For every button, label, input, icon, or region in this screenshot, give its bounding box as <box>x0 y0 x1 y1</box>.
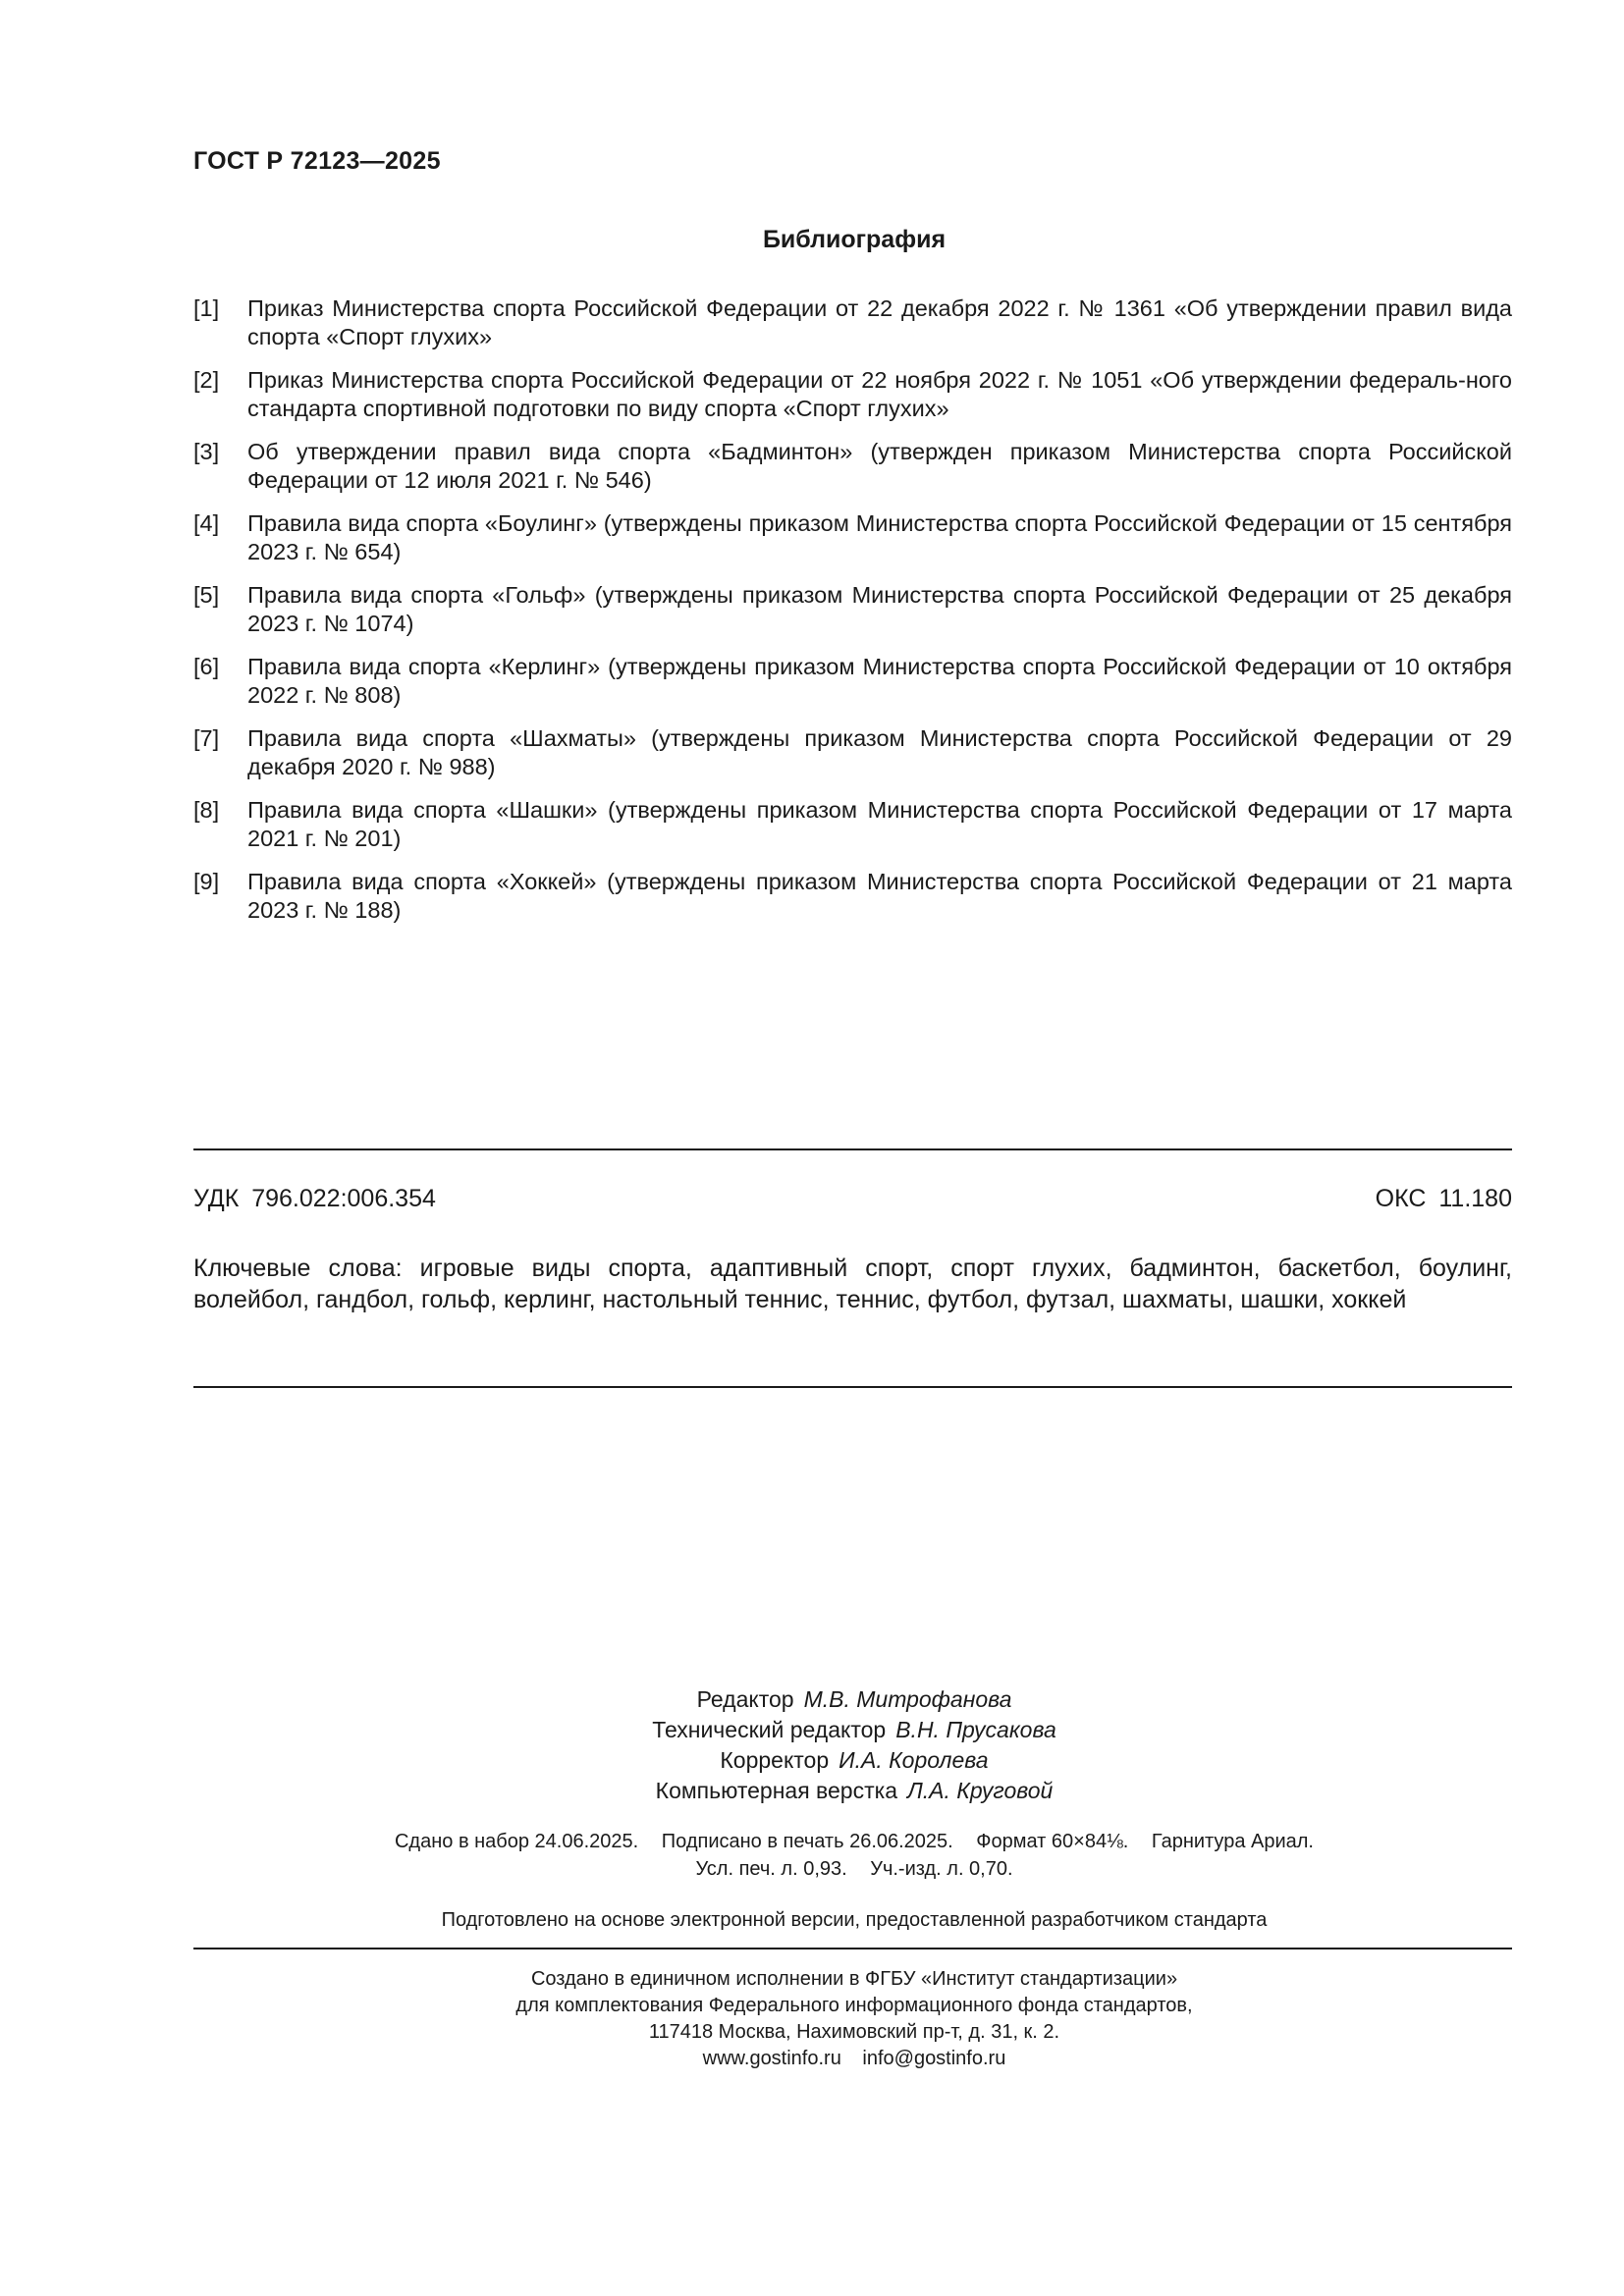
credits-block <box>0 1684 1624 1806</box>
ref-number: [5] <box>193 582 220 608</box>
credit-role: Компьютерная верстка <box>655 1778 897 1803</box>
bibliography-list <box>193 294 1512 939</box>
bibliography-item <box>193 724 1512 781</box>
print-info-line-2 <box>0 1855 1624 1883</box>
oks-code: ОКС 11.180 <box>1375 1185 1512 1212</box>
credit-role: Корректор <box>720 1747 830 1773</box>
credit-name: Л.А. Круговой <box>907 1778 1054 1803</box>
keywords: Ключевые слова: игровые виды спорта, адаптивный спорт, спорт глухих, бадминтон, баскетбол, боулинг, волейбол, гандбол, гольф, керлинг, настольный теннис, теннис, футбол, футзал, шахматы, шашки, хоккей <box>193 1255 1512 1313</box>
bibliography-item <box>193 868 1512 925</box>
sent-date: Сдано в набор 24.06.2025. <box>394 1831 639 1852</box>
udk-code: УДК 796.022:006.354 <box>193 1185 436 1212</box>
ref-text: Правила вида спорта «Хоккей» (утверждены приказом Министерства спорта Российской Федерации от 21 марта 2023 г. № 188) <box>247 869 1512 923</box>
divider-keywords <box>193 1386 1512 1388</box>
ref-number: [6] <box>193 654 220 679</box>
bibliography-item <box>193 581 1512 638</box>
ref-text: Об утверждении правил вида спорта «Бадминтон» (утвержден приказом Министерства спорта Российской Федерации от 12 июля 2021 г. № 546) <box>247 439 1512 493</box>
website-link[interactable]: www.gostinfo.ru <box>702 2048 841 2069</box>
credit-line <box>0 1745 1624 1776</box>
typeface: Гарнитура Ариал. <box>1151 1831 1314 1852</box>
bibliography-item <box>193 653 1512 710</box>
publisher-line-1: Создано в единичном исполнении в ФГБУ «Институт стандартизации» <box>530 1968 1178 1990</box>
ref-number: [3] <box>193 439 220 464</box>
credit-line <box>0 1776 1624 1806</box>
credit-name: В.Н. Прусакова <box>895 1717 1056 1742</box>
divider-top <box>193 1148 1512 1150</box>
ref-number: [8] <box>193 797 220 823</box>
ref-text: Правила вида спорта «Гольф» (утверждены приказом Министерства спорта Российской Федерации от 25 декабря 2023 г. № 1074) <box>247 582 1512 636</box>
ref-number: [7] <box>193 725 220 751</box>
credit-role: Редактор <box>696 1686 794 1712</box>
prepared-note: Подготовлено на основе электронной версии, предоставленной разработчиком стандарта <box>441 1909 1268 1931</box>
print-sheets: Усл. печ. л. 0,93. <box>695 1858 847 1880</box>
credit-name: И.А. Королева <box>839 1747 989 1773</box>
bibliography-item <box>193 509 1512 566</box>
publisher-line-2: для комплектования Федерального информационного фонда стандартов, <box>515 1995 1193 2016</box>
signed-date: Подписано в печать 26.06.2025. <box>661 1831 953 1852</box>
publication-sheets: Уч.-изд. л. 0,70. <box>870 1858 1013 1880</box>
credit-line <box>0 1715 1624 1745</box>
ref-text: Правила вида спорта «Шахматы» (утверждены приказом Министерства спорта Российской Федерации от 29 декабря 2020 г. № 988) <box>247 725 1512 779</box>
ref-text: Правила вида спорта «Шашки» (утверждены приказом Министерства спорта Российской Федерации от 17 марта 2021 г. № 201) <box>247 797 1512 851</box>
publisher-address: 117418 Москва, Нахимовский пр-т, д. 31, к. 2. <box>648 2021 1060 2043</box>
bibliography-item <box>193 294 1512 351</box>
bibliography-title: Библиография <box>762 226 947 253</box>
ref-text: Приказ Министерства спорта Российской Федерации от 22 ноября 2022 г. № 1051 «Об утверждении федераль-ного стандарта спортивной подготовки по виду спорта «Спорт глухих» <box>247 367 1512 421</box>
publisher-info <box>0 1966 1624 2072</box>
ref-text: Правила вида спорта «Боулинг» (утверждены приказом Министерства спорта Российской Федерации от 15 сентября 2023 г. № 654) <box>247 510 1512 564</box>
print-info-line-1 <box>0 1828 1624 1855</box>
ref-number: [1] <box>193 295 220 321</box>
document-code: ГОСТ Р 72123—2025 <box>193 147 441 175</box>
ref-text: Правила вида спорта «Керлинг» (утверждены приказом Министерства спорта Российской Федерации от 10 октября 2022 г. № 808) <box>247 654 1512 708</box>
paper-format: Формат 60×84⅛. <box>976 1831 1129 1852</box>
email-link[interactable]: info@gostinfo.ru <box>862 2048 1006 2069</box>
bibliography-item <box>193 366 1512 423</box>
bibliography-item <box>193 796 1512 853</box>
publisher-contacts <box>0 2046 1624 2072</box>
ref-number: [9] <box>193 869 220 894</box>
credit-role: Технический редактор <box>652 1717 887 1742</box>
credit-name: М.В. Митрофанова <box>803 1686 1012 1712</box>
bibliography-item <box>193 438 1512 495</box>
print-info <box>0 1828 1624 1883</box>
ref-number: [2] <box>193 367 220 393</box>
ref-text: Приказ Министерства спорта Российской Федерации от 22 декабря 2022 г. № 1361 «Об утверждении правил вида спорта «Спорт глухих» <box>247 295 1512 349</box>
ref-number: [4] <box>193 510 220 536</box>
divider-bottom <box>193 1948 1512 1949</box>
credit-line <box>0 1684 1624 1715</box>
